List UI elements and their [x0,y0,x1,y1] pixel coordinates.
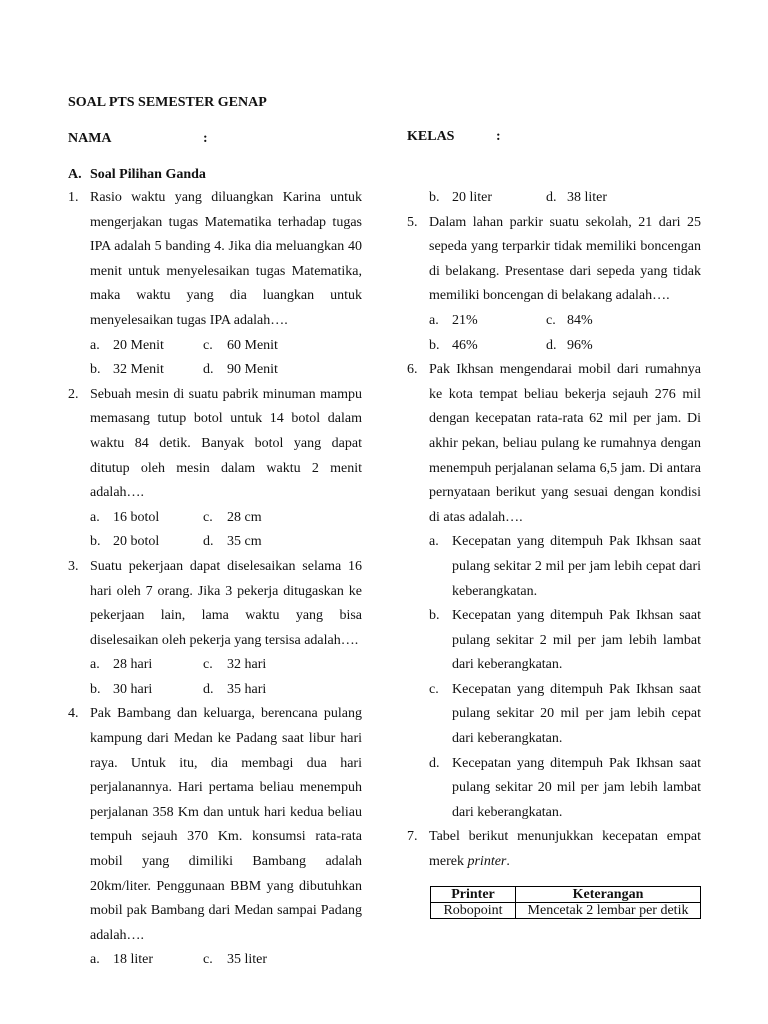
question-2 [68,383,362,506]
option-label: d. [203,534,214,550]
question-number: 1. [68,190,79,205]
option-label: a. [90,657,100,673]
option-text: 96% [567,337,593,353]
option-text: 35 hari [227,681,267,697]
statement-option [407,604,701,678]
statement-text: Kecepatan yang ditempuh Pak Ikhsan saat pulang sekitar 2 mil per jam lebih cepat dari keberangkatan. [452,534,701,599]
statement-label: c. [429,681,439,697]
option-text: 35 liter [227,952,268,968]
option-text: 16 botol [113,509,160,525]
table-header-cell: Keterangan [516,887,701,903]
page-title: SOAL PTS SEMESTER GENAP [68,95,267,110]
question-number: 5. [407,214,418,230]
option-row [68,653,362,678]
option-label: b. [90,534,101,550]
question-6 [407,358,701,530]
option-text: 35 cm [227,534,262,550]
statement-text: Kecepatan yang ditempuh Pak Ikhsan saat pulang sekitar 20 mil per jam lebih cepat dari keberangkatan. [452,681,701,747]
option-text: 20 Menit [113,337,164,353]
question-3 [68,555,362,653]
option-text: 28 hari [113,657,153,673]
option-row [68,948,362,973]
option-label: c. [203,657,213,673]
option-text: 84% [567,312,593,328]
option-text: 32 Menit [113,362,164,378]
option-row [407,309,701,334]
question-1 [68,186,362,334]
right-column [407,186,701,875]
table-cell: Robopoint [431,903,516,919]
question-text: Rasio waktu yang diluangkan Karina untuk mengerjakan tugas Matematika terhadap tugas IPA adalah 5 banding 4. Jika dia meluangkan 40 menit untuk menyelesaikan tugas Matematika, maka waktu yang dia luangkan untuk menyelesaikan tugas IPA adalah…. [90,190,362,328]
question-4 [68,702,362,948]
question-text: Pak Ikhsan mengendarai mobil dari rumahnya ke kota tempat beliau bekerja sejauh 276 mil dengan kecepatan rata-rata 62 mil per jam. Di akhir pekan, beliau pulang ke rumahnya dengan menempuh perjalanan selama 6,5 jam. Di antara pernyataan berikut yang sesuai dengan kondisi di atas adalah…. [429,362,701,525]
question-number: 6. [407,362,418,378]
option-label: c. [203,337,213,353]
option-label: c. [203,509,213,525]
question-number: 4. [68,706,79,722]
question-number: 2. [68,386,79,402]
option-row [68,678,362,703]
option-row [68,334,362,359]
option-label: b. [90,362,101,378]
option-text: 46% [452,337,478,353]
kelas-colon: : [496,129,501,144]
table-cell: Mencetak 2 lembar per detik [516,903,701,919]
kelas-label: KELAS [407,129,455,144]
option-text: 18 liter [113,952,154,968]
option-label: c. [546,312,556,328]
nama-label: NAMA [68,131,112,146]
question-text: Dalam lahan parkir suatu sekolah, 21 dari 25 sepeda yang terparkir tidak memiliki boncengan di belakang. Presentase dari sepeda yang tidak memiliki boncengan di belakang adalah…. [429,214,701,304]
statement-label: d. [429,755,440,771]
option-label: b. [90,681,101,697]
option-label: c. [203,952,213,968]
question-7 [407,825,701,874]
table-row [431,903,701,919]
option-label: a. [429,312,439,328]
question-text: Suatu pekerjaan dapat diselesaikan selama 16 hari oleh 7 orang. Jika 3 pekerja ditugaskan ke pekerjaan lain, lama waktu yang bisa diselesaikan oleh pekerja yang tersisa adalah…. [90,558,362,648]
question-text: Sebuah mesin di suatu pabrik minuman mampu memasang tutup botol untuk 14 botol dalam waktu 84 detik. Banyak botol yang dapat ditutup oleh mesin dalam waktu 2 menit adalah…. [90,386,362,501]
option-row [407,186,701,211]
option-row [68,358,362,383]
option-label: b. [429,337,440,353]
option-row [68,530,362,555]
option-text: 21% [452,312,478,328]
section-letter: A. [68,167,82,182]
option-text: 32 hari [227,657,267,673]
option-text: 20 botol [113,534,160,550]
option-row [407,334,701,359]
question-text-plain: Tabel berikut menunjukkan kecepatan empat merek [429,829,701,870]
statement-label: a. [429,534,439,550]
question-number: 7. [407,829,418,845]
option-label: d. [203,681,214,697]
option-row [68,506,362,531]
question-number: 3. [68,558,79,574]
statement-option [407,530,701,604]
question-text [429,825,701,874]
option-label: a. [90,337,100,353]
option-text: 28 cm [227,509,262,525]
option-label: b. [429,190,440,205]
option-label: d. [546,190,557,205]
option-label: d. [546,337,557,353]
option-label: d. [203,362,214,378]
left-column [68,186,362,973]
statement-option [407,678,701,752]
statement-text: Kecepatan yang ditempuh Pak Ikhsan saat pulang sekitar 20 mil per jam lebih lambat dari keberangkatan. [452,755,701,820]
option-text: 90 Menit [227,362,278,378]
question-text: Pak Bambang dan keluarga, berencana pulang kampung dari Medan ke Padang saat libur hari raya. Untuk itu, dia membagi dua hari perjalanannya. Hari pertama beliau menempuh perjalanan 358 Km dan untuk hari kedua beliau tempuh sejauh 370 Km. konsumsi rata-rata mobil yang dimiliki Bambang adalah 20km/liter. Penggunaan BBM yang dibutuhkan mobil pak Bambang dari Medan sampai Padang adalah…. [90,706,362,943]
option-text: 20 liter [452,190,493,205]
statement-option [407,752,701,826]
option-label: a. [90,509,100,525]
statement-label: b. [429,608,440,624]
question-text-italic: printer [467,854,507,870]
option-label: a. [90,952,100,968]
nama-colon: : [203,131,208,146]
question-5 [407,211,701,309]
option-text: 30 hari [113,681,153,697]
section-title: Soal Pilihan Ganda [90,167,206,182]
question-text-end: . [506,854,510,870]
printer-table [430,886,701,919]
table-header-row [431,887,701,903]
option-text: 38 liter [567,190,608,205]
table-header-cell: Printer [431,887,516,903]
statement-text: Kecepatan yang ditempuh Pak Ikhsan saat pulang sekitar 2 mil per jam lebih lambat dari keberangkatan. [452,608,701,673]
option-text: 60 Menit [227,337,278,353]
